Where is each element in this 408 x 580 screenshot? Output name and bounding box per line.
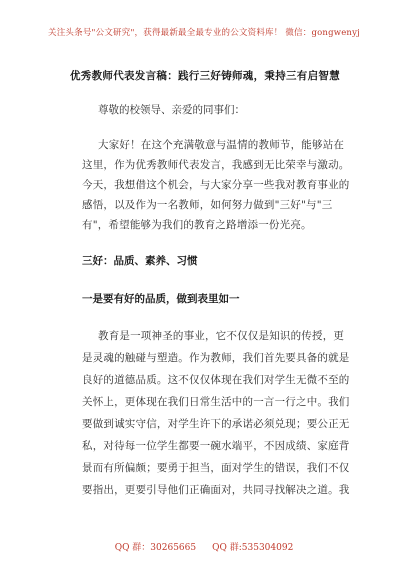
footer-qq-group-1: QQ 群：30265665 (114, 543, 197, 553)
document-title: 优秀教师代表发言稿：践行三好铸师魂，秉持三有启智慧 (70, 70, 340, 82)
body-line: 景而有所偏颇；要勇于担当，面对学生的错误，我们不仅 (82, 462, 350, 474)
body-line: 要做到诚实守信，对学生许下的承诺必须兑现；要公正无 (82, 418, 350, 430)
body-line: 良好的道德品质。这不仅仅体现在我们对学生无微不至的 (82, 374, 350, 386)
body-line: 是灵魂的触碰与塑造。作为教师，我们首先要具备的就是 (82, 352, 350, 364)
body-line: 私，对待每一位学生都要一碗水端平，不因成绩、家庭背 (82, 440, 350, 452)
greeting-line: 尊敬的校领导、亲爱的同事们： (98, 104, 245, 116)
intro-line: 有"，希望能够为我们的教育之路增添一份光亮。 (82, 219, 312, 231)
intro-line: 感悟，以及作为一名教师，如何努力做到"三好"与"三 (82, 199, 333, 211)
section-heading: 三好：品质、素养、习惯 (82, 255, 198, 267)
intro-line: 今天，我想借这个机会，与大家分享一些我对教育事业的 (82, 179, 350, 191)
intro-line: 大家好！在这个充满敬意与温情的教师节，能够站在 (98, 139, 345, 151)
header-promo-note: 关注头条号"公文研究"，获得最新最全最专业的公文资料库！ 微信：gongwenyj (48, 28, 360, 38)
body-line: 关怀上，更体现在我们日常生活中的一言一行之中。我们 (82, 396, 350, 408)
body-line: 教育是一项神圣的事业，它不仅仅是知识的传授，更 (98, 330, 345, 342)
footer-contact (0, 540, 408, 553)
intro-line: 这里，作为优秀教师代表发言，我感到无比荣幸与激动。 (82, 159, 350, 171)
body-line: 要指出，更要引导他们正确面对，共同寻找解决之道。我 (82, 484, 350, 496)
footer-qq-group-2: QQ 群:535304092 (212, 543, 294, 553)
subsection-heading: 一是要有好的品质，做到表里如一 (82, 293, 240, 305)
